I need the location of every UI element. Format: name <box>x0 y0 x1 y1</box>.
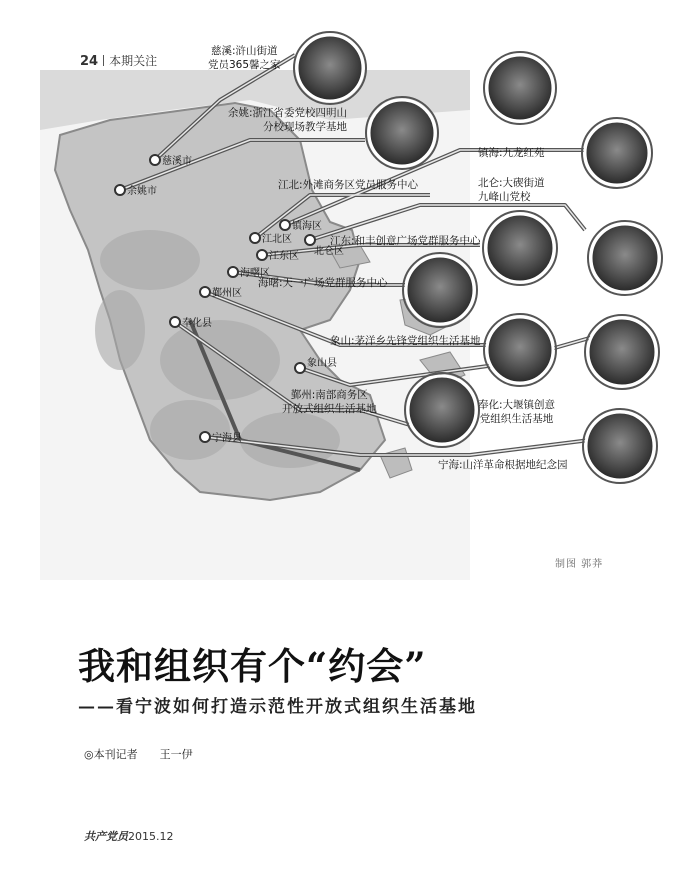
callout-yinzhou: 鄞州:南部商务区 开放式组织生活基地 <box>282 389 377 415</box>
callout-xiangshan: 象山:茅洋乡先锋党组织生活基地 <box>330 335 481 347</box>
byline-name: 王一伊 <box>159 748 193 761</box>
svg-text:慈溪市: 慈溪市 <box>162 156 192 167</box>
city-yuyao <box>115 184 157 197</box>
byline-label: ◎本刊记者 <box>84 748 138 761</box>
svg-text:象山县: 象山县 <box>307 358 337 369</box>
photo-haishu <box>403 253 477 327</box>
city-cixi <box>150 154 192 167</box>
svg-text:镇海区: 镇海区 <box>292 221 322 232</box>
photo-fenghua <box>585 315 659 389</box>
callout-zhenhai: 镇海:九龙红苑 <box>478 147 545 159</box>
callout-fenghua: 奉化:大堰镇创意 党组织生活基地 <box>478 399 556 425</box>
callout-jiangbei: 江北:外滩商务区党员服务中心 <box>278 179 419 191</box>
photo-ninghai <box>583 409 657 483</box>
photo-zhenhai <box>582 118 652 188</box>
svg-text:北仑区: 北仑区 <box>314 246 344 257</box>
byline <box>84 746 193 762</box>
callout-beilun: 北仑:大碶街道 九峰山党校 <box>478 177 545 203</box>
city-jiangbei <box>250 233 292 245</box>
svg-text:鄞州区: 鄞州区 <box>212 288 242 299</box>
issue-number: 2015.12 <box>128 830 174 843</box>
city-jiangdong <box>257 249 299 262</box>
photo-cixi <box>294 32 366 104</box>
photo-xiangshan <box>484 314 556 386</box>
callout-cixi: 慈溪:浒山街道 党员365馨之家 <box>208 45 281 71</box>
svg-text:余姚市: 余姚市 <box>127 186 157 197</box>
page-number: 24 <box>80 54 99 69</box>
svg-text:宁海县: 宁海县 <box>212 433 242 444</box>
magazine-name: 共产党员 <box>84 830 128 843</box>
city-fenghua <box>170 316 212 329</box>
article-subtitle: ——看宁波如何打造示范性开放式组织生活基地 <box>78 697 477 717</box>
page-footer <box>84 828 174 844</box>
city-zhenhai <box>280 219 322 232</box>
svg-text:江北区: 江北区 <box>262 234 292 245</box>
photo-yuyao <box>366 97 438 169</box>
city-yinzhou <box>200 286 242 299</box>
svg-text:江东区: 江东区 <box>269 251 299 262</box>
article-title: 我和组织有个“约会” <box>78 644 427 688</box>
callout-ninghai: 宁海:山洋革命根据地纪念园 <box>438 459 568 471</box>
photo-beilun <box>588 221 662 295</box>
photo-yinzhou <box>405 373 479 447</box>
map-credit: 制图 郭莽 <box>555 559 604 570</box>
callout-jiangdong: 江东:和丰创意广场党群服务中心 <box>330 235 481 247</box>
svg-text:奉化县: 奉化县 <box>182 318 212 329</box>
section-name: 本期关注 <box>109 54 158 68</box>
svg-text:海曙区: 海曙区 <box>240 268 270 279</box>
callout-haishu: 海曙:天一广场党群服务中心 <box>258 277 388 289</box>
photo-jiangbei <box>484 52 556 124</box>
callout-yuyao: 余姚:浙江省委党校四明山 分校现场教学基地 <box>228 107 348 133</box>
city-ninghai <box>200 431 242 444</box>
photo-jiangdong <box>483 211 557 285</box>
